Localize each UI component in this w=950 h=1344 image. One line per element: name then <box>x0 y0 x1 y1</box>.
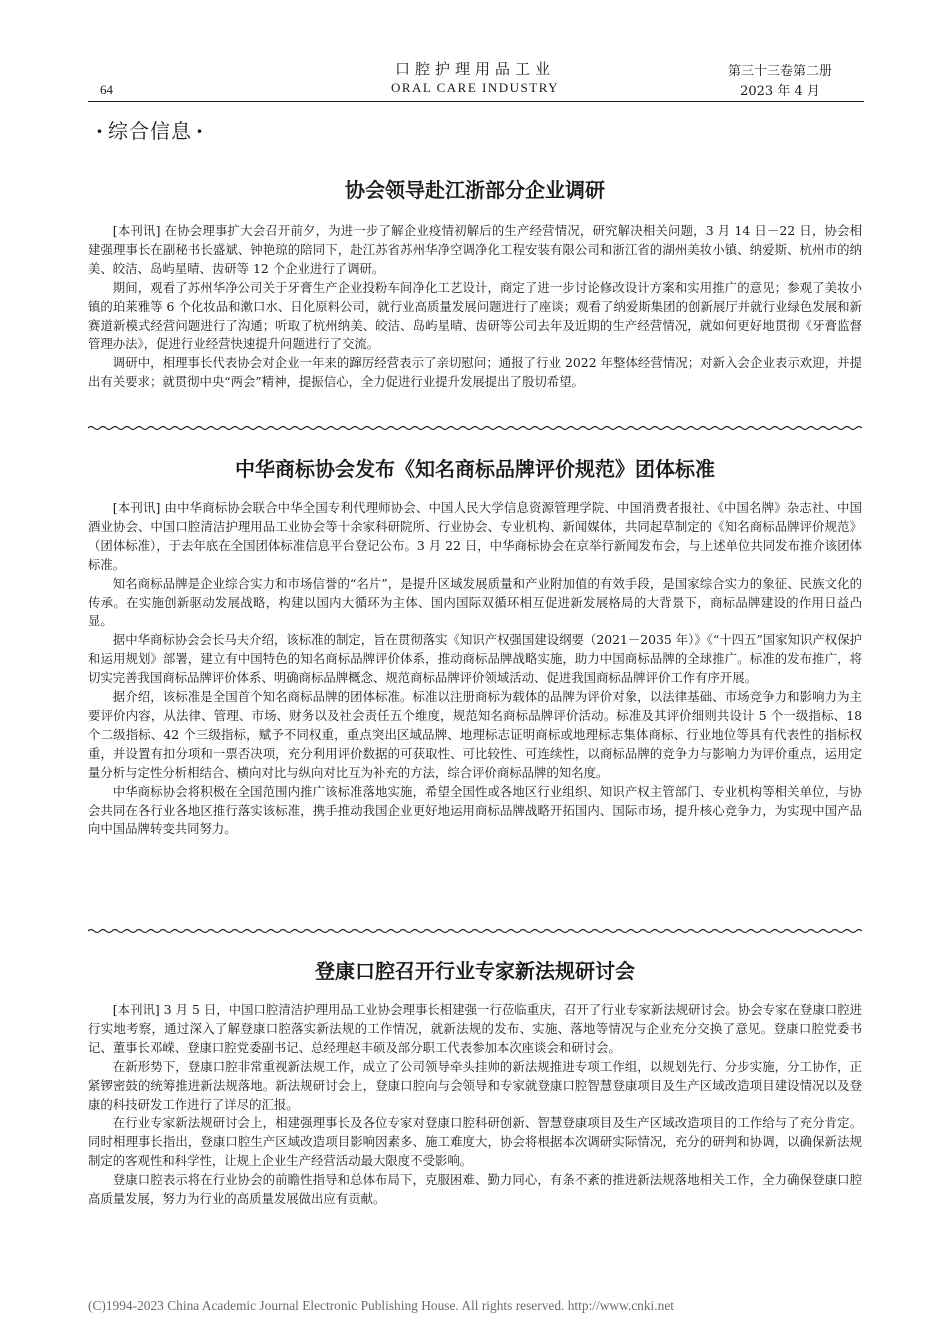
article-3 <box>88 957 862 1209</box>
section-divider <box>88 425 862 431</box>
article-paragraph: 据介绍，该标准是全国首个知名商标品牌的团体标准。标准以注册商标为载体的品牌为评价对象，以法律基础、市场竞争力和影响力为主要评价内容，从法律、管理、市场、财务以及社会责任五个维度，规范知名商标品牌评价活动。标准及其评价细则共设计 5 个一级指标、18 个二级指标、42 个三级指标，赋予不同权重，重点突出区域品牌、地理标志证明商标或地理标志集体商标、行业地位等具有代表性的指标权重，并设置有扣分项和一票否决项，充分利用评价数据的可获取性、可比较性、可连续性，以商标品牌的竞争力与影响力为评价重点，运用定量分析与定性分析相结合、横向对比与纵向对比互为补充的方法，综合评价商标品牌的知名度。 <box>88 689 862 780</box>
section-label-text: 综合信息 <box>107 119 192 143</box>
article-2 <box>88 455 862 839</box>
article-paragraph: [本刊讯] 在协会理事扩大会召开前夕，为进一步了解企业疫情初解后的生产经营情况，研究解决相关问题，3 月 14 日－22 日，协会相建强理事长在副秘书长盛斌、钟艳琼的陪同下，赴江苏省苏州华净空调净化工程安装有限公司和浙江省的湖州美妆小镇、纳爱斯、杭州市的纳美、皎洁、岛屿星晴、齿研等 12 个企业进行了调研。 <box>88 223 863 276</box>
section-label <box>92 115 208 144</box>
article-paragraph: 在行业专家新法规研讨会上，相建强理事长及各位专家对登康口腔科研创新、智慧登康项目及生产区域改造项目的工作给与了充分肯定。同时相理事长指出，登康口腔生产区域改造项目影响因素多、施工难度大，协会将根据本次调研实际情况，充分的研判和协调，以确保新法规制定的客观性和科学性，让规上企业生产经营活动最大限度不受影响。 <box>88 1115 862 1169</box>
section-bullet-left: · <box>96 119 104 143</box>
source-tag: [本刊讯] <box>112 500 161 515</box>
section-divider <box>88 928 862 934</box>
copyright-footer: (C)1994-2023 China Academic Journal Electronic Publishing House. All rights reserved. http://www.cnki.net <box>88 1298 674 1313</box>
article-paragraph: 知名商标品牌是企业综合实力和市场信誉的“名片”，是提升区域发展质量和产业附加值的有效手段，是国家综合实力的象征、民族文化的传承。在实施创新驱动发展战略，构建以国内大循环为主体、国内国际双循环相互促进新发展格局的大背景下，商标品牌建设的作用日益凸显。 <box>88 575 862 629</box>
header-rule <box>88 101 864 102</box>
article-paragraph: 中华商标协会将积极在全国范围内推广该标准落地实施，希望全国性或各地区行业组织、知识产权主管部门、专业机构等相关单位，与协会共同在各行业各地区推行落实该标准，携手推动我国企业更好地运用商标品牌战略开拓国内、国际市场，提升核心竞争力，为实现中国产品向中国品牌转变共同努力。 <box>88 783 862 837</box>
article-paragraph: [本刊讯] 由中华商标协会联合中华全国专利代理师协会、中国人民大学信息资源管理学院、中国消费者报社、《中国名牌》杂志社、中国酒业协会、中国口腔清洁护理用品工业协会等十余家科研院所、行业协会、专业机构、新闻媒体，共同起草制定的《知名商标品牌评价规范》（团体标准），于去年底在全国团体标准信息平台登记公布。3 月 22 日，中华商标协会在京举行新闻发布会，与上述单位共同发布推介该团体标准。 <box>88 500 862 572</box>
journal-title-en: ORAL CARE INDUSTRY <box>390 80 560 95</box>
volume-info: 第三十三卷第二册 <box>727 64 832 79</box>
article-paragraph: 在新形势下，登康口腔非常重视新法规工作，成立了公司领导牵头挂帅的新法规推进专项工作组，以规划先行、分步实施，分工协作，正紧锣密鼓的统筹推进新法规落地。新法规研讨会上，登康口腔向与会领导和专家就登康口腔智慧登康项目及生产区域改造项目建设情况以及登康的科技研发工作进行了详尽的汇报。 <box>88 1058 862 1112</box>
article-title: 登康口腔召开行业专家新法规研讨会 <box>315 959 635 983</box>
article-paragraph: 期间，观看了苏州华净公司关于牙膏生产企业投粉车间净化工艺设计，商定了进一步讨论修改设计方案和实用推广的意见；参观了美妆小镇的珀莱雅等 6 个化妆品和漱口水、日化原料公司，就行业高质量发展问题进行了座谈；观看了纳爱斯集团的创新展厅并就行业绿色发展和新赛道新模式经营问题进行了沟通；听取了杭州纳美、皎洁、岛屿星晴、齿研等公司去年及近期的生产经营情况，就如何更好地贯彻《牙膏监督管理办法》，促进行业经营快速提升问题进行了交流。 <box>88 279 862 352</box>
article-paragraph: 据中华商标协会会长马夫介绍，该标准的制定，旨在贯彻落实《知识产权强国建设纲要（2021－2035 年）》《“十四五”国家知识产权保护和运用规划》部署，建立有中国特色的知名商标品牌评价体系，推动商标品牌战略实施，助力中国商标品牌的全球推广。标准的发布推广，将切实完善我国商标品牌评价体系、明确商标品牌概念、规范商标品牌评价领域活动、促进我国商标品牌评价工作有序开展。 <box>88 632 862 686</box>
journal-title-cn: 口腔护理用品工业 <box>394 60 555 78</box>
article-paragraph: 调研中，相理事长代表协会对企业一年来的蹿厉经营表示了亲切慰问；通报了行业 2022 年整体经营情况；对新入会企业表示欢迎，并提出有关要求；就贯彻中央“两会”精神，提振信心，全力促进行业提升发展提出了殷切希望。 <box>88 355 862 390</box>
source-tag: [本刊讯] <box>112 223 161 238</box>
page-header <box>0 0 950 110</box>
article-paragraph: 登康口腔表示将在行业协会的前瞻性指导和总体布局下，克服困难、勤力同心，有条不紊的推进新法规落地相关工作，全力确保登康口腔高质量发展，努力为行业的高质量发展做出应有贡献。 <box>88 1172 862 1207</box>
issue-date: 2023 年 4 月 <box>740 84 820 99</box>
article-1 <box>88 176 862 392</box>
source-tag: [本刊讯] <box>112 1002 160 1017</box>
page-number: 64 <box>100 82 113 97</box>
section-bullet-right: · <box>195 119 204 143</box>
article-title: 协会领导赴江浙部分企业调研 <box>345 178 605 202</box>
article-title: 中华商标协会发布《知名商标品牌评价规范》团体标准 <box>235 457 715 481</box>
article-paragraph: [本刊讯] 3 月 5 日，中国口腔清洁护理用品工业协会理事长相建强一行莅临重庆，召开了行业专家新法规研讨会。协会专家在登康口腔进行实地考察，通过深入了解登康口腔落实新法规的工作情况，就新法规的发布、实施、落地等情况与企业充分交换了意见。登康口腔党委书记、董事长邓嵘、登康口腔党委副书记、总经理赵丰硕及部分职工代表参加本次座谈会和研讨会。 <box>88 1002 862 1055</box>
